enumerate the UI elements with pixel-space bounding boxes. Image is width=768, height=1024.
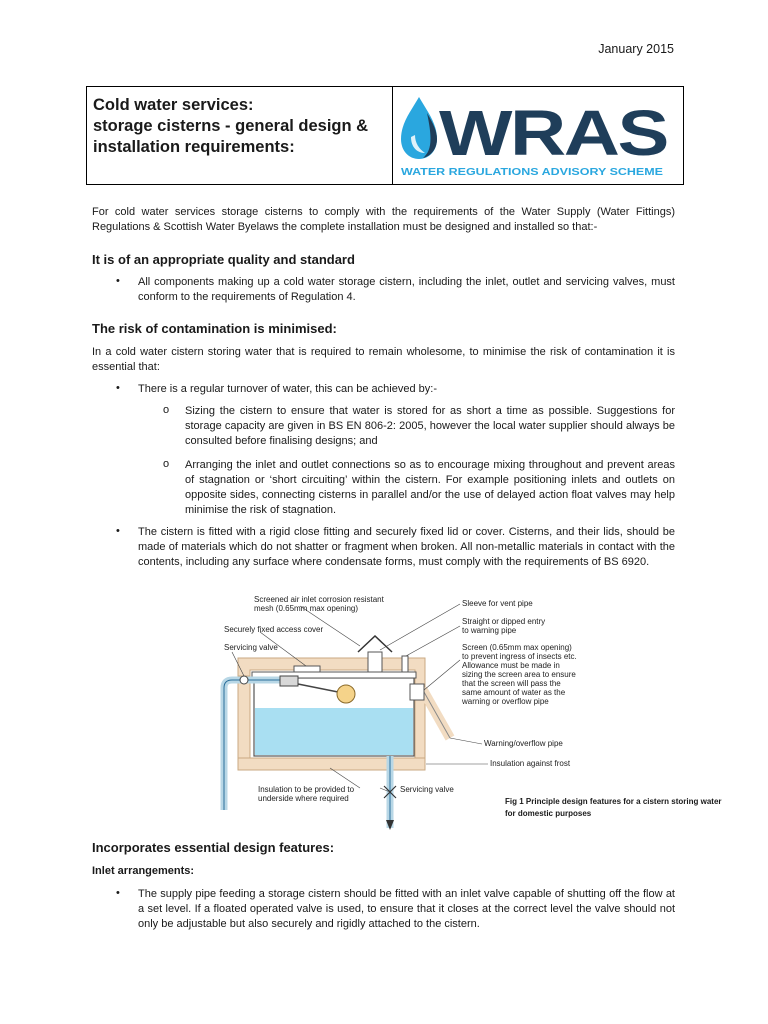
lid-bullet-text: The cistern is fitted with a rigid close fitting and securely fixed lid or cover. Cisterns, and their lids, should be made of materials which do not shatter or fragment when broken. All non-metallic materials in contact with the contents, including any surface where condensate forms, must comply with the requirements of BS 6920. bbox=[138, 526, 675, 568]
document-title bbox=[87, 87, 393, 184]
label-insulation-under-1: Insulation to be provided to bbox=[258, 785, 355, 794]
label-screen-6: same amount of water as the bbox=[462, 688, 566, 697]
wras-logo bbox=[393, 87, 683, 184]
label-entry-1: Straight or dipped entry bbox=[462, 617, 546, 626]
label-screen-4: sizing the screen area to ensure bbox=[462, 670, 576, 679]
bullet-marker: • bbox=[116, 382, 120, 394]
vent-cap bbox=[358, 636, 392, 652]
label-servicing-valve-bottom: Servicing valve bbox=[400, 785, 454, 794]
label-screen-7: warning or overflow pipe bbox=[462, 697, 549, 706]
screen-box bbox=[410, 684, 424, 700]
vent-pipe bbox=[368, 652, 382, 672]
heading-design-features: Incorporates essential design features: bbox=[92, 840, 335, 855]
label-insulation-frost: Insulation against frost bbox=[490, 759, 571, 768]
wras-logo-graphic bbox=[397, 93, 681, 179]
quality-bullet-text: All components making up a cold water storage cistern, including the inlet, outlet and servicing valves, must conform to the requirements of Regulation 4. bbox=[138, 276, 675, 303]
bullet-marker: • bbox=[116, 525, 120, 537]
bullet-marker: • bbox=[116, 275, 120, 287]
label-screen-5: that the screen will pass the bbox=[462, 679, 561, 688]
logo-text: WRAS bbox=[439, 97, 668, 169]
inlet-bullet-text: The supply pipe feeding a storage cistern should be fitted with an inlet valve capable of shutting off the flow at a set level. If a floated operated valve is used, to ensure that it closes at the correct level the valve should not only be adjustable but also securely and rigidly attached to the cistern. bbox=[138, 888, 675, 930]
sub-bullet-marker: o bbox=[163, 404, 170, 416]
heading-contamination: The risk of contamination is minimised: bbox=[92, 321, 337, 336]
label-screen-1: Screen (0.65mm max opening) bbox=[462, 643, 572, 652]
intro-paragraph: For cold water services storage cisterns to comply with the requirements of the Water Supply (Water Fittings) Regulations & Scottish Water Byelaws the complete installation must be designed and installed so that:- bbox=[92, 206, 675, 233]
contamination-paragraph: In a cold water cistern storing water that is required to remain wholesome, to minimise the risk of contamination it is essential that: bbox=[92, 346, 675, 373]
heading-quality: It is of an appropriate quality and standard bbox=[92, 252, 355, 267]
subheading-inlet: Inlet arrangements: bbox=[92, 865, 195, 877]
sizing-sub-bullet-text: Sizing the cistern to ensure that water is stored for as short a time as possible. Suggestions for storage capacity are given in BS EN 806-2: 2005, however the local water supplier should always be consulted before finalising designs; and bbox=[185, 405, 675, 447]
sub-bullet-marker: o bbox=[163, 458, 170, 470]
bullet-marker: • bbox=[116, 887, 120, 899]
logo-subtitle: WATER REGULATIONS ADVISORY SCHEME bbox=[401, 166, 663, 178]
turnover-bullet-text: There is a regular turnover of water, this can be achieved by:- bbox=[138, 383, 437, 395]
label-screen-3: Allowance must be made in bbox=[462, 661, 560, 670]
label-servicing-valve-top: Servicing valve bbox=[224, 643, 278, 652]
title-line-3: installation requirements: bbox=[93, 138, 295, 156]
water-volume bbox=[255, 708, 413, 755]
label-access-cover: Securely fixed access cover bbox=[224, 625, 324, 634]
label-insulation-under-2: underside where required bbox=[258, 794, 349, 803]
label-screened-air-2: mesh (0.65mm max opening) bbox=[254, 604, 359, 613]
label-entry-2: to warning pipe bbox=[462, 626, 517, 635]
label-screened-air-1: Screened air inlet corrosion resistant bbox=[254, 595, 384, 604]
header-box bbox=[86, 86, 684, 185]
access-cover bbox=[294, 666, 320, 672]
title-line-2: storage cisterns - general design & bbox=[93, 117, 369, 135]
servicing-valve-icon bbox=[240, 676, 248, 684]
document-date: January 2015 bbox=[598, 42, 674, 56]
label-warning-pipe: Warning/overflow pipe bbox=[484, 739, 563, 748]
label-sleeve: Sleeve for vent pipe bbox=[462, 599, 533, 608]
title-line-1: Cold water services: bbox=[93, 96, 254, 114]
float-ball bbox=[337, 685, 355, 703]
label-screen-2: to prevent ingress of insects etc. bbox=[462, 652, 577, 661]
arranging-sub-bullet-text: Arranging the inlet and outlet connections so as to encourage mixing throughout and prevent areas of stagnation or ‘short circuiting’ within the cistern. For example positioning inlets and outlets on opposite sides, connecting cisterns in parallel and/or the use of delayed action float valves may help minimise the risk of stagnation. bbox=[185, 459, 675, 516]
figure-caption: Fig 1 Principle design features for a cistern storing water for domestic purposes bbox=[505, 797, 722, 818]
